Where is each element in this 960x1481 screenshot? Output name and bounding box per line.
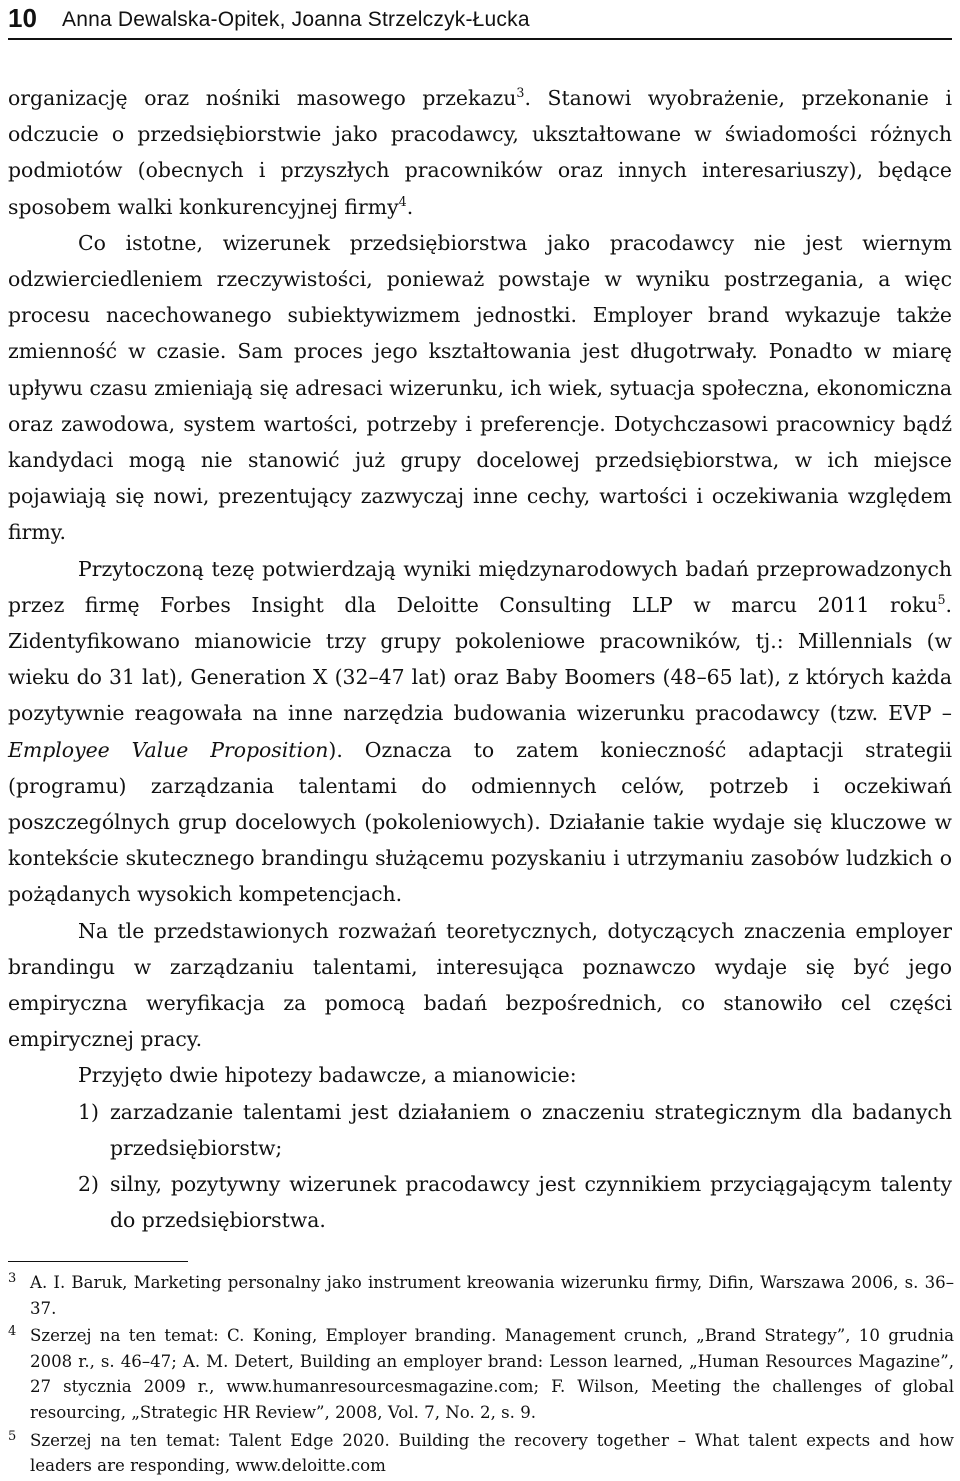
footnote-ref-4[interactable]: 4 <box>398 193 407 209</box>
paragraph-1-text-b: . Stanowi wyobrażenie, przekonanie i odczucie o przedsiębiorstwie jako pracodawcy, ukształtowane w świadomości różnych podmiotów (obecnych i przyszłych pracowników oraz innych interesariuszy), będące sposobem walki konkurencyjnej firmy <box>8 86 952 219</box>
header-rule <box>8 38 952 40</box>
paragraph-1-text-c: . <box>406 194 414 219</box>
list-item-number: 2) <box>78 1172 99 1197</box>
list-item-text: silny, pozytywny wizerunek pracodawcy jest czynnikiem przyciągającym talenty do przedsiębiorstwa. <box>110 1172 952 1233</box>
running-header <box>8 2 952 36</box>
footnote-number: 5 <box>8 1428 17 1444</box>
paragraph-3-text-a: Przytoczoną tezę potwierdzają wyniki międzynarodowych badań przeprowadzonych przez firmę Forbes Insight dla Deloitte Consulting LLP w marcu 2011 roku <box>8 556 952 617</box>
page-number: 10 <box>8 3 37 33</box>
footnote-text: A. I. Baruk, Marketing personalny jako instrument kreowania wizerunku firmy, Difin, Warszawa 2006, s. 36–37. <box>30 1273 954 1318</box>
paragraph-4: Na tle przedstawionych rozważań teoretycznych, dotyczących znaczenia employer brandingu w zarządzaniu talentami, interesująca poznawczo wydaje się być jego empiryczna weryfikacja za pomocą badań bezpośrednich, co stanowiło cel części empirycznej pracy. <box>8 918 952 1052</box>
evp-term: Employee Value Proposition <box>8 737 329 762</box>
footnote-number: 3 <box>8 1271 17 1286</box>
footnote-text: Szerzej na ten temat: C. Koning, Employer branding. Management crunch, „Brand Strategy”, 10 grudnia 2008 r., s. 46–47; A. M. Detert, Building an employer brand: Lesson learned, „Human Resources Magazine”, 27 stycznia 2009 r., www.humanresourcesmagazine.com; F. Wilson, Meeting the challenges of global resourcing, „Strategic HR Review”, 2008, Vol. 7, No. 2, s. 9. <box>30 1326 954 1422</box>
paragraph-3-text-b: . Zidentyfikowano mianowicie trzy grupy pokoleniowe pracowników, tj.: Millennials (w wieku do 31 lat), Generation X (32–47 lat) oraz Baby Boomers (48–65 lat), z których każda pozytywnie reagowała na inne narzędzia budowania wizerunku pracodawcy (tzw. EVP – <box>8 592 952 726</box>
list-item <box>8 1094 952 1166</box>
footnote-3 <box>8 1270 954 1321</box>
footnote-ref-3[interactable]: 3 <box>516 85 525 101</box>
footnote-ref-5[interactable]: 5 <box>937 592 946 608</box>
footnotes <box>8 1270 954 1481</box>
paragraph-3 <box>8 551 952 913</box>
footnote-text: Szerzej na ten temat: Talent Edge 2020. Building the recovery together – What talent expects and how leaders are responding, www.deloitte.com <box>30 1430 954 1476</box>
paragraph-3-text-c: ). Oznacza to zatem konieczność adaptacji strategii (programu) zarządzania talentami do odmiennych celów, potrzeb i oczekiwań poszczególnych grup docelowych (pokoleniowych). Działanie takie wydaje się kluczowe w kontekście skutecznego brandingu służącemu pozyskaniu i utrzymaniu zasobów ludzkich o pożądanych wysokich kompetencjach. <box>8 737 952 907</box>
footnote-5 <box>8 1428 954 1479</box>
footnote-4 <box>8 1323 954 1425</box>
body-text <box>8 80 952 1239</box>
running-header-authors: Anna Dewalska-Opitek, Joanna Strzelczyk-Łucka <box>62 8 530 31</box>
paragraph-1 <box>8 80 952 225</box>
footnote-rule <box>8 1261 188 1262</box>
list-item <box>8 1166 952 1238</box>
footnote-number: 4 <box>8 1324 17 1340</box>
list-item-text: zarzadzanie talentami jest działaniem o znaczeniu strategicznym dla badanych przedsiębiorstw; <box>110 1099 952 1160</box>
hypotheses-list <box>8 1094 952 1239</box>
list-item-number: 1) <box>78 1099 99 1124</box>
paragraph-5: Przyjęto dwie hipotezy badawcze, a mianowicie: <box>78 1063 577 1088</box>
paragraph-1-text-a: organizację oraz nośniki masowego przekazu <box>8 86 517 110</box>
paragraph-2: Co istotne, wizerunek przedsiębiorstwa jako pracodawcy nie jest wiernym odzwierciedleniem rzeczywistości, ponieważ powstaje w wyniku postrzegania, a więc procesu nacechowanego subiektywizmem jednostki. Employer brand wykazuje także zmienność w czasie. Sam proces jego kształtowania jest długotrwały. Ponadto w miarę upływu czasu zmieniają się adresaci wizerunku, ich wiek, sytuacja społeczna, ekonomiczna oraz zawodowa, system wartości, potrzeby i preferencje. Dotychczasowi pracownicy bądź kandydaci mogą nie stanowić już grupy docelowej przedsiębiorstwa, w ich miejsce pojawiają się nowi, prezentujący zazwyczaj inne cechy, wartości i oczekiwania względem firmy. <box>8 230 952 545</box>
